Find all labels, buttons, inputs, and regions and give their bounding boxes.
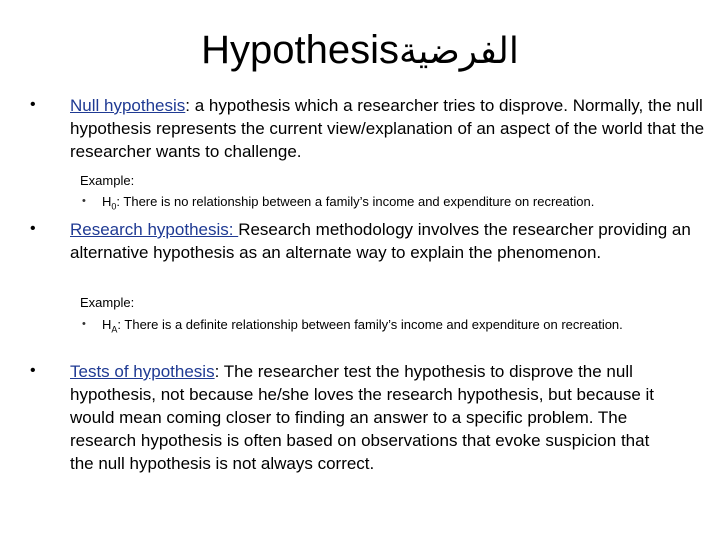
- h0-symbol: H: [102, 194, 112, 209]
- research-hypothesis-link[interactable]: Research hypothesis:: [70, 220, 239, 239]
- ha-subscript: A: [111, 324, 118, 335]
- tests-of-hypothesis-separator: :: [214, 362, 220, 381]
- bullet-dot: •: [30, 220, 36, 237]
- bullet-research-hypothesis: [70, 218, 710, 264]
- tests-of-hypothesis-text: The researcher test the hypothesis to disprove the null hypothesis, not because he/she loves the research hypothesis, but because it would mean coming closer to finding an answer to a specific problem. The research hypothesis is often based on observations that evoke suspicion that the null hypothesis is not always correct.: [70, 362, 655, 473]
- bullet-null-hypothesis: [70, 94, 710, 163]
- h0-subscript: 0: [111, 201, 117, 212]
- null-hypothesis-separator: :: [185, 96, 191, 115]
- sub-bullet-dot: •: [82, 195, 86, 207]
- bullet-tests-of-hypothesis: [70, 360, 660, 475]
- example-null-hypothesis: [102, 193, 702, 211]
- sub-bullet-dot: •: [82, 318, 86, 330]
- example-label-2: Example:: [80, 295, 135, 310]
- slide-title: [0, 26, 720, 76]
- bullet-dot: •: [30, 96, 36, 113]
- title-arabic: الفرضية: [399, 31, 519, 72]
- example-research-hypothesis: [102, 316, 642, 334]
- h0-text: : There is no relationship between a family’s income and expenditure on recreation.: [116, 194, 595, 209]
- ha-text: : There is a definite relationship between family’s income and expenditure on recreation.: [117, 317, 623, 332]
- null-hypothesis-link[interactable]: Null hypothesis: [70, 96, 186, 115]
- null-hypothesis-text: a hypothesis which a researcher tries to disprove. Normally, the null hypothesis represents the current view/explanation of an aspect of the world that the researcher wants to challenge.: [70, 96, 705, 161]
- tests-of-hypothesis-link[interactable]: Tests of hypothesis: [70, 362, 215, 381]
- bullet-dot: •: [30, 362, 36, 379]
- research-hypothesis-text: Research methodology involves the researcher providing an alternative hypothesis as an alternate way to explain the phenomenon.: [70, 220, 691, 262]
- title-english: Hypothesis: [201, 28, 400, 72]
- example-label-1: Example:: [80, 173, 135, 188]
- ha-symbol: H: [102, 317, 112, 332]
